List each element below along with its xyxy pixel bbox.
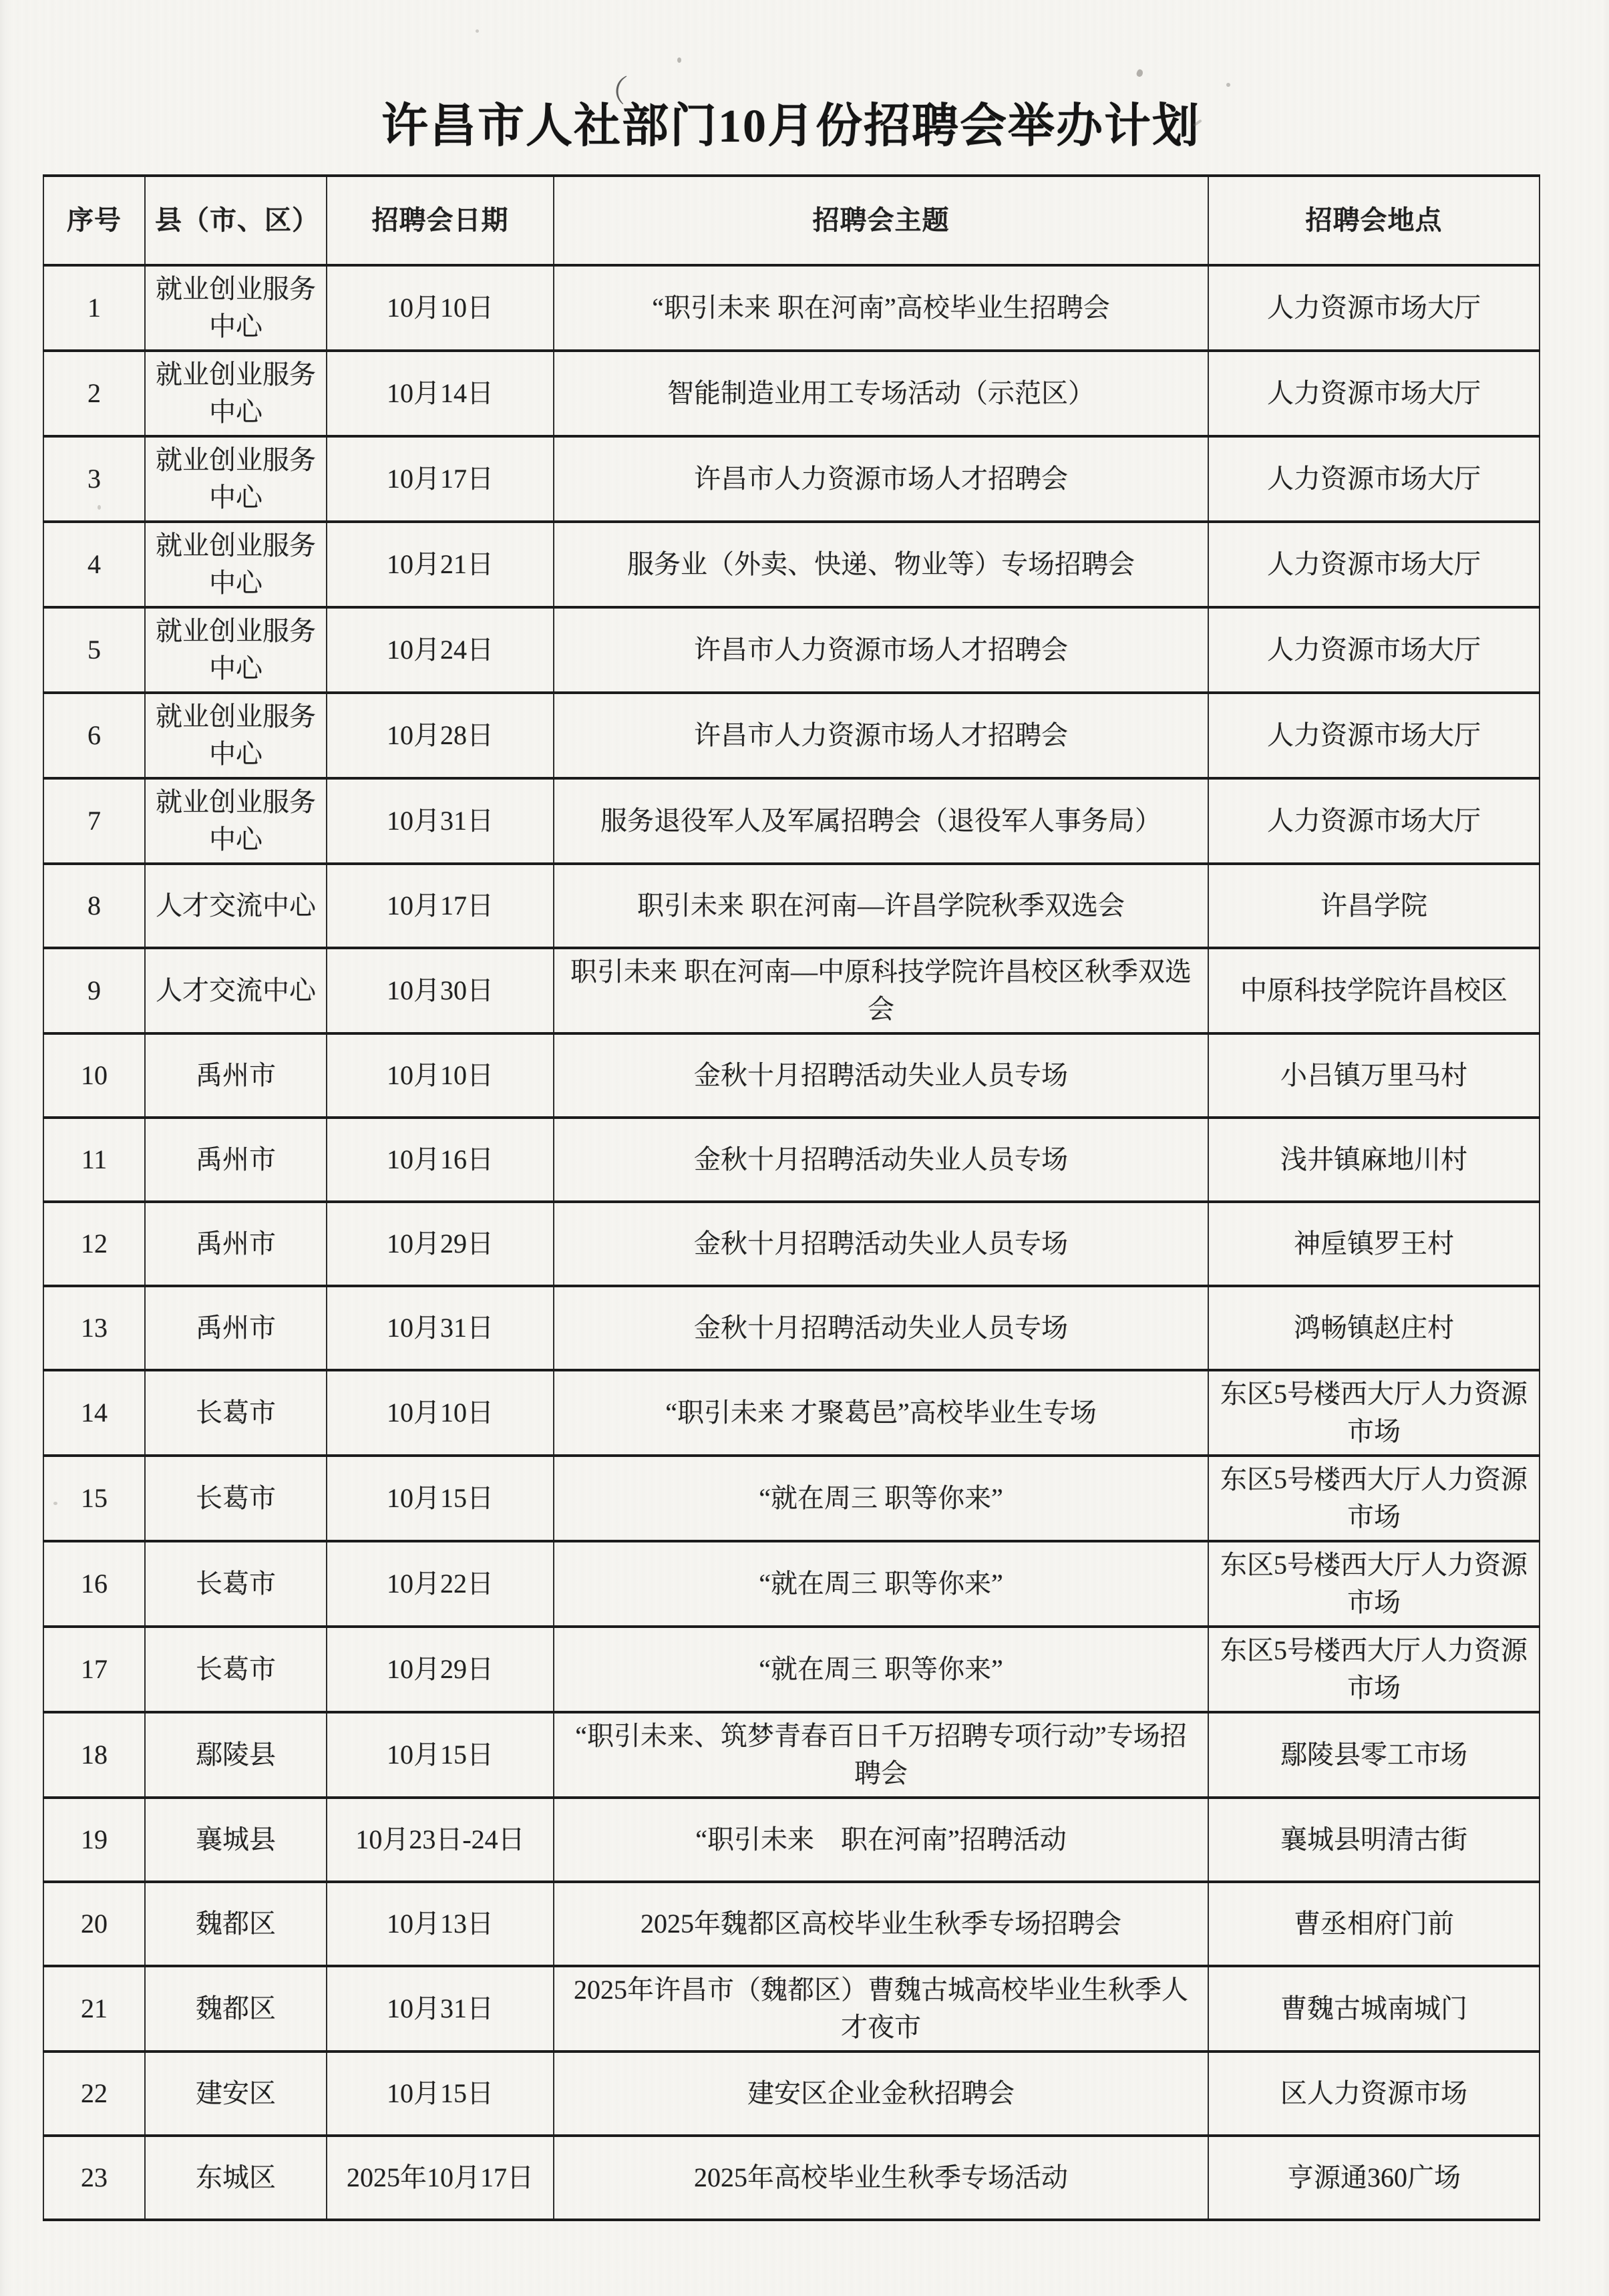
cell-seq: 15 <box>43 1456 145 1541</box>
cell-venue: 人力资源市场大厅 <box>1208 607 1540 693</box>
cell-district: 就业创业服务中心 <box>145 693 327 778</box>
cell-district: 就业创业服务中心 <box>145 522 327 607</box>
table-row <box>43 1712 1540 1798</box>
table-row <box>43 265 1540 351</box>
cell-district: 长葛市 <box>145 1541 327 1627</box>
cell-date: 10月10日 <box>327 1370 554 1456</box>
cell-theme: “职引未来 职在河南”招聘活动 <box>554 1798 1208 1882</box>
table-row <box>43 1798 1540 1882</box>
cell-district: 人才交流中心 <box>145 948 327 1033</box>
table-row <box>43 1033 1540 1118</box>
cell-theme: 建安区企业金秋招聘会 <box>554 2052 1208 2136</box>
cell-venue: 襄城县明清古街 <box>1208 1798 1540 1882</box>
cell-theme: 许昌市人力资源市场人才招聘会 <box>554 693 1208 778</box>
cell-theme: 智能制造业用工专场活动（示范区） <box>554 351 1208 436</box>
cell-date: 10月31日 <box>327 1286 554 1370</box>
scan-speck <box>1135 69 1144 78</box>
cell-date: 10月28日 <box>327 693 554 778</box>
scan-speck <box>53 1502 57 1505</box>
table-row <box>43 864 1540 948</box>
cell-seq: 17 <box>43 1627 145 1712</box>
cell-theme: 职引未来 职在河南—中原科技学院许昌校区秋季双选会 <box>554 948 1208 1033</box>
cell-theme: 服务退役军人及军属招聘会（退役军人事务局） <box>554 778 1208 864</box>
cell-theme: 2025年许昌市（魏都区）曹魏古城高校毕业生秋季人才夜市 <box>554 1966 1208 2052</box>
cell-theme: “就在周三 职等你来” <box>554 1541 1208 1627</box>
cell-district: 就业创业服务中心 <box>145 607 327 693</box>
cell-venue: 鄢陵县零工市场 <box>1208 1712 1540 1798</box>
cell-seq: 10 <box>43 1033 145 1118</box>
cell-district: 禹州市 <box>145 1202 327 1286</box>
cell-seq: 9 <box>43 948 145 1033</box>
cell-theme: “就在周三 职等你来” <box>554 1627 1208 1712</box>
cell-theme: “职引未来 才聚葛邑”高校毕业生专场 <box>554 1370 1208 1456</box>
cell-venue: 曹魏古城南城门 <box>1208 1966 1540 2052</box>
cell-venue: 人力资源市场大厅 <box>1208 522 1540 607</box>
cell-theme: 金秋十月招聘活动失业人员专场 <box>554 1202 1208 1286</box>
cell-date: 10月30日 <box>327 948 554 1033</box>
job-fair-schedule-table <box>43 174 1540 2221</box>
cell-venue: 人力资源市场大厅 <box>1208 351 1540 436</box>
column-header-district: 县（市、区） <box>145 176 327 265</box>
cell-date: 10月15日 <box>327 1456 554 1541</box>
scan-speck <box>476 29 479 33</box>
cell-seq: 13 <box>43 1286 145 1370</box>
cell-district: 襄城县 <box>145 1798 327 1882</box>
table-body <box>43 265 1540 2220</box>
cell-district: 魏都区 <box>145 1966 327 2052</box>
cell-venue: 东区5号楼西大厅人力资源市场 <box>1208 1456 1540 1541</box>
column-header-seq: 序号 <box>43 176 145 265</box>
cell-date: 10月16日 <box>327 1118 554 1202</box>
cell-date: 10月10日 <box>327 265 554 351</box>
cell-seq: 22 <box>43 2052 145 2136</box>
cell-date: 10月15日 <box>327 2052 554 2136</box>
cell-district: 魏都区 <box>145 1882 327 1966</box>
cell-seq: 12 <box>43 1202 145 1286</box>
table-row <box>43 1882 1540 1966</box>
cell-date: 10月21日 <box>327 522 554 607</box>
table-row <box>43 351 1540 436</box>
cell-seq: 23 <box>43 2136 145 2220</box>
cell-venue: 神垕镇罗王村 <box>1208 1202 1540 1286</box>
table-row <box>43 607 1540 693</box>
cell-venue: 亨源通360广场 <box>1208 2136 1540 2220</box>
column-header-venue: 招聘会地点 <box>1208 176 1540 265</box>
cell-theme: “职引未来、筑梦青春百日千万招聘专项行动”专场招聘会 <box>554 1712 1208 1798</box>
cell-district: 长葛市 <box>145 1456 327 1541</box>
table-row <box>43 2136 1540 2220</box>
cell-theme: 金秋十月招聘活动失业人员专场 <box>554 1033 1208 1118</box>
cell-district: 就业创业服务中心 <box>145 351 327 436</box>
header-row <box>43 176 1540 265</box>
cell-venue: 人力资源市场大厅 <box>1208 436 1540 522</box>
table-row <box>43 1118 1540 1202</box>
cell-venue: 东区5号楼西大厅人力资源市场 <box>1208 1627 1540 1712</box>
cell-district: 就业创业服务中心 <box>145 436 327 522</box>
cell-date: 10月10日 <box>327 1033 554 1118</box>
cell-date: 10月31日 <box>327 778 554 864</box>
cell-theme: 2025年高校毕业生秋季专场活动 <box>554 2136 1208 2220</box>
cell-date: 10月23日-24日 <box>327 1798 554 1882</box>
cell-seq: 18 <box>43 1712 145 1798</box>
table-row <box>43 1202 1540 1286</box>
cell-seq: 20 <box>43 1882 145 1966</box>
cell-date: 10月31日 <box>327 1966 554 2052</box>
cell-seq: 21 <box>43 1966 145 2052</box>
cell-seq: 3 <box>43 436 145 522</box>
cell-district: 鄢陵县 <box>145 1712 327 1798</box>
cell-seq: 5 <box>43 607 145 693</box>
cell-venue: 曹丞相府门前 <box>1208 1882 1540 1966</box>
cell-date: 10月17日 <box>327 864 554 948</box>
cell-date: 10月24日 <box>327 607 554 693</box>
table-row <box>43 693 1540 778</box>
cell-date: 10月29日 <box>327 1627 554 1712</box>
table-row <box>43 522 1540 607</box>
cell-district: 就业创业服务中心 <box>145 778 327 864</box>
cell-theme: 职引未来 职在河南—许昌学院秋季双选会 <box>554 864 1208 948</box>
cell-venue: 人力资源市场大厅 <box>1208 778 1540 864</box>
cell-venue: 鸿畅镇赵庄村 <box>1208 1286 1540 1370</box>
column-header-date: 招聘会日期 <box>327 176 554 265</box>
scan-speck <box>677 57 681 63</box>
table-row <box>43 2052 1540 2136</box>
cell-venue: 人力资源市场大厅 <box>1208 265 1540 351</box>
cell-date: 10月29日 <box>327 1202 554 1286</box>
column-header-theme: 招聘会主题 <box>554 176 1208 265</box>
cell-date: 10月17日 <box>327 436 554 522</box>
cell-date: 10月15日 <box>327 1712 554 1798</box>
table-row <box>43 1286 1540 1370</box>
cell-venue: 中原科技学院许昌校区 <box>1208 948 1540 1033</box>
cell-theme: 服务业（外卖、快递、物业等）专场招聘会 <box>554 522 1208 607</box>
scan-speck <box>1226 83 1230 87</box>
cell-venue: 小吕镇万里马村 <box>1208 1033 1540 1118</box>
cell-district: 禹州市 <box>145 1033 327 1118</box>
cell-seq: 7 <box>43 778 145 864</box>
cell-theme: 金秋十月招聘活动失业人员专场 <box>554 1286 1208 1370</box>
document-title: 许昌市人社部门10月份招聘会举办计划 <box>381 101 1200 152</box>
cell-venue: 人力资源市场大厅 <box>1208 693 1540 778</box>
cell-district: 东城区 <box>145 2136 327 2220</box>
cell-seq: 1 <box>43 265 145 351</box>
cell-venue: 东区5号楼西大厅人力资源市场 <box>1208 1541 1540 1627</box>
cell-theme: 金秋十月招聘活动失业人员专场 <box>554 1118 1208 1202</box>
cell-district: 禹州市 <box>145 1118 327 1202</box>
cell-theme: 许昌市人力资源市场人才招聘会 <box>554 607 1208 693</box>
cell-seq: 16 <box>43 1541 145 1627</box>
cell-district: 人才交流中心 <box>145 864 327 948</box>
cell-seq: 11 <box>43 1118 145 1202</box>
cell-district: 禹州市 <box>145 1286 327 1370</box>
table-row <box>43 1966 1540 2052</box>
scan-stray-mark: （ <box>594 71 629 109</box>
cell-district: 长葛市 <box>145 1627 327 1712</box>
cell-district: 就业创业服务中心 <box>145 265 327 351</box>
cell-theme: “就在周三 职等你来” <box>554 1456 1208 1541</box>
cell-seq: 14 <box>43 1370 145 1456</box>
cell-date: 2025年10月17日 <box>327 2136 554 2220</box>
cell-seq: 19 <box>43 1798 145 1882</box>
scan-speck <box>98 505 101 510</box>
cell-theme: 2025年魏都区高校毕业生秋季专场招聘会 <box>554 1882 1208 1966</box>
cell-theme: “职引未来 职在河南”高校毕业生招聘会 <box>554 265 1208 351</box>
table-row <box>43 1456 1540 1541</box>
cell-venue: 浅井镇麻地川村 <box>1208 1118 1540 1202</box>
cell-venue: 许昌学院 <box>1208 864 1540 948</box>
cell-date: 10月14日 <box>327 351 554 436</box>
cell-district: 建安区 <box>145 2052 327 2136</box>
table-row <box>43 1627 1540 1712</box>
cell-seq: 8 <box>43 864 145 948</box>
cell-date: 10月22日 <box>327 1541 554 1627</box>
cell-district: 长葛市 <box>145 1370 327 1456</box>
cell-venue: 东区5号楼西大厅人力资源市场 <box>1208 1370 1540 1456</box>
table-row <box>43 436 1540 522</box>
table-row <box>43 948 1540 1033</box>
cell-seq: 2 <box>43 351 145 436</box>
cell-seq: 4 <box>43 522 145 607</box>
table-row <box>43 778 1540 864</box>
table-row <box>43 1370 1540 1456</box>
cell-date: 10月13日 <box>327 1882 554 1966</box>
table-row <box>43 1541 1540 1627</box>
cell-venue: 区人力资源市场 <box>1208 2052 1540 2136</box>
cell-theme: 许昌市人力资源市场人才招聘会 <box>554 436 1208 522</box>
cell-seq: 6 <box>43 693 145 778</box>
